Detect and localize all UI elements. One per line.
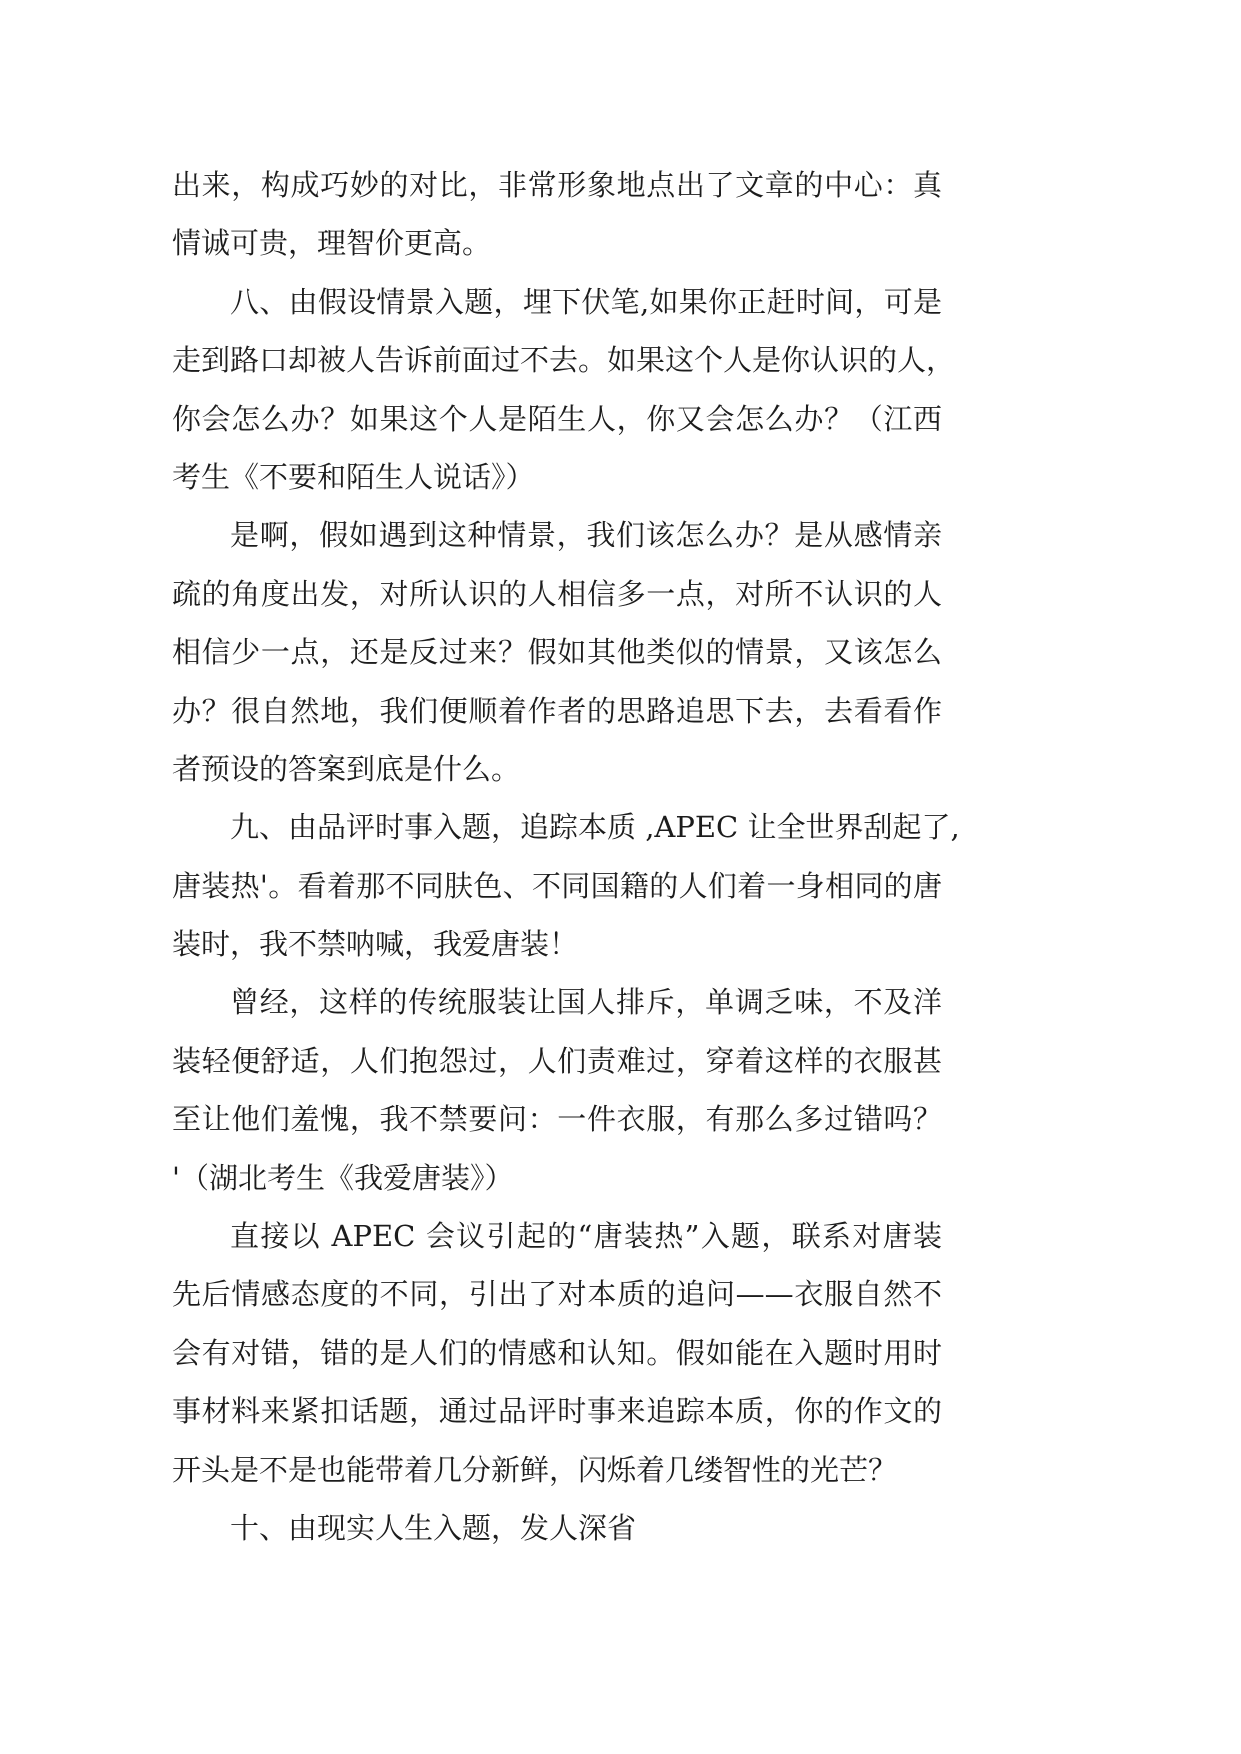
paragraph xyxy=(172,273,956,507)
text-line: 事材料来紧扣话题，通过品评时事来追踪本质，你的作文的 xyxy=(172,1394,942,1429)
text-line: 至让他们羞愧，我不禁要问：一件衣服，有那么多过错吗？ xyxy=(172,1102,942,1137)
text-line: 唐装热'。看着那不同肤色、不同国籍的人们着一身相同的唐 xyxy=(172,868,942,903)
text-line: '（湖北考生《我爱唐装》） xyxy=(172,1160,514,1195)
paragraph xyxy=(172,506,942,798)
text-line: 相信少一点，还是反过来？假如其他类似的情景，又该怎么 xyxy=(172,635,942,670)
section-heading-line: 十、由现实人生入题，发人深省 xyxy=(230,1510,637,1545)
paragraph xyxy=(172,156,942,273)
text-line: 情诚可贵，理智价更高。 xyxy=(172,226,492,261)
text-line: 先后情感态度的不同，引出了对本质的追问——衣服自然不 xyxy=(172,1277,942,1312)
paragraph xyxy=(172,798,960,973)
section-heading-line: 九、由品评时事入题，追踪本质 ,APEC 让全世界刮起了, xyxy=(230,810,960,845)
text-line: 疏的角度出发，对所认识的人相信多一点，对所不认识的人 xyxy=(172,576,942,611)
text-line: 出来，构成巧妙的对比，非常形象地点出了文章的中心：真 xyxy=(172,168,942,202)
text-line: 是啊，假如遇到这种情景，我们该怎么办？是从感情亲 xyxy=(230,518,942,553)
text-line: 考生《不要和陌生人说话》） xyxy=(172,459,535,494)
text-line: 走到路口却被人告诉前面过不去。如果这个人是你认识的人， xyxy=(172,343,956,378)
text-line: 曾经，这样的传统服装让国人排斥，单调乏味，不及洋 xyxy=(230,985,942,1020)
text-line: 开头是不是也能带着几分新鲜，闪烁着几缕智性的光芒？ xyxy=(172,1452,898,1487)
text-line: 装轻便舒适，人们抱怨过，人们责难过，穿着这样的衣服甚 xyxy=(172,1043,942,1078)
section-heading-line: 八、由假设情景入题，埋下伏笔,如果你正赶时间，可是 xyxy=(230,284,942,319)
paragraph xyxy=(172,1499,942,1557)
text-line: 你会怎么办？如果这个人是陌生人，你又会怎么办？（江西 xyxy=(172,401,942,436)
text-line: 办？很自然地，我们便顺着作者的思路追思下去，去看看作 xyxy=(172,693,942,728)
paragraph xyxy=(172,1207,942,1499)
body-text xyxy=(172,156,960,1557)
text-line: 直接以 APEC 会议引起的“唐装热”入题，联系对唐装 xyxy=(230,1219,942,1254)
text-line: 装时，我不禁呐喊，我爱唐装！ xyxy=(172,927,579,962)
text-line: 者预设的答案到底是什么。 xyxy=(172,751,521,786)
text-line: 会有对错，错的是人们的情感和认知。假如能在入题时用时 xyxy=(172,1335,942,1370)
paragraph xyxy=(172,973,942,1207)
